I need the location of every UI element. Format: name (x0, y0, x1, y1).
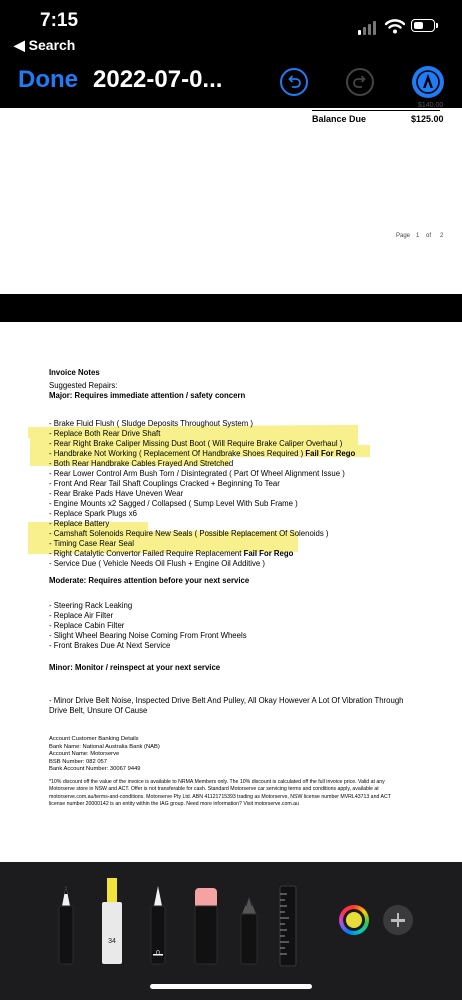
back-to-search-link[interactable]: ◀ Search (14, 37, 76, 53)
bank-line: Account Name: Motorserve (49, 751, 120, 757)
fail-for-rego-label: Fail For Rego (243, 549, 294, 558)
bank-line: Account Customer Banking Details (49, 736, 139, 742)
repair-item: - Rear Brake Pads Have Uneven Wear (49, 489, 184, 498)
previous-amount: $140.00 (418, 102, 444, 109)
balance-divider (312, 110, 440, 111)
document-page-1 (0, 102, 462, 294)
repair-item (49, 549, 293, 559)
bank-line: Bank Account Number: 30067 9449 (49, 766, 141, 772)
repair-item: - Front And Rear Tail Shaft Couplings Cracked + Beginning To Tear (49, 479, 280, 488)
repair-item-text: - Right Catalytic Convertor Failed Require Replacement (49, 549, 242, 558)
repair-item: - Replace Both Rear Drive Shaft (49, 429, 161, 438)
markup-toolbar (0, 862, 462, 1000)
marker-tool-icon[interactable] (100, 874, 124, 964)
repair-item: - Timing Case Rear Seal (49, 539, 134, 548)
repair-item: - Slight Wheel Bearing Noise Coming From Front Wheels (49, 631, 247, 640)
ruler-tool-icon[interactable] (278, 886, 298, 966)
minor-heading: Minor: Monitor / reinspect at your next service (49, 663, 221, 672)
repair-item: - Front Brakes Due At Next Service (49, 641, 171, 650)
footer-line: *10% discount off the value of the invoice is available to NRMA Members only. The 10% discount is calculated off the full invoice price. Valid at any (49, 779, 385, 785)
document-title: 2022-07-0... (93, 66, 223, 93)
color-picker-icon[interactable] (339, 905, 369, 935)
pen-tool-icon[interactable] (56, 884, 76, 964)
repair-item: - Replace Cabin Filter (49, 621, 125, 630)
markup-button[interactable] (412, 66, 444, 98)
cellular-signal-icon (358, 21, 376, 35)
footer-line: motorserve.com.au/terms-and-conditions. Motorserve Pty Ltd. ABN 41121715393 trading as Motorserve, NSW license number MVRL43713 and ACT (49, 793, 391, 800)
footer-line: license number 20000142 is an entity within the IAG group. Need more information? Visit motorserve.com.au (49, 800, 299, 807)
repair-item: - Rear Lower Control Arm Bush Torn / Disintegrated ( Part Of Wheel Alignment Issue ) (49, 469, 345, 478)
eraser-tool-icon[interactable] (193, 884, 219, 964)
repair-item: - Minor Drive Belt Noise, Inspected Drive Belt And Pulley, All Okay However A Lot Of Vibration Through (49, 696, 404, 705)
wifi-icon (385, 17, 405, 35)
repair-item (49, 449, 355, 459)
repair-item: - Service Due ( Vehicle Needs Oil Flush + Engine Oil Additive ) (49, 559, 266, 568)
color-picker-ring (343, 909, 365, 931)
fail-for-rego-label: Fail For Rego (305, 449, 356, 458)
footer-line: Motorserve store in NSW and ACT. Offer is not transferable for cash. Standard Motorserve car servicing terms and conditions apply, available at (49, 786, 379, 793)
repair-item-text: - Handbrake Not Working ( Replacement Of Handbrake Shoes Required ) (49, 449, 304, 458)
pencil-opacity-label: 0 (156, 950, 160, 957)
home-indicator (150, 984, 312, 989)
major-heading: Major: Requires immediate attention / safety concern (49, 391, 246, 400)
battery-icon (411, 19, 435, 32)
redo-button[interactable] (346, 68, 374, 96)
page-word: Page (396, 233, 411, 239)
status-time: 7:15 (40, 10, 79, 31)
pen-tip-icon (412, 66, 444, 98)
balance-due-value: $125.00 (411, 114, 444, 124)
page-current: 1 (416, 233, 420, 239)
status-bar (0, 0, 462, 58)
undo-icon (282, 70, 306, 94)
bank-line: BSB Number: 082 057 (49, 758, 108, 765)
redo-icon (348, 70, 372, 94)
repair-item: - Replace Battery (49, 519, 110, 528)
moderate-heading: Moderate: Requires attention before your next service (49, 576, 250, 585)
bank-line: Bank Name: National Australia Bank (NAB) (49, 743, 160, 750)
repair-item: - Brake Fluid Flush ( Sludge Deposits Throughout System ) (49, 419, 253, 428)
page-of: of (426, 233, 432, 239)
repair-item: - Steering Rack Leaking (49, 601, 133, 610)
document-page-2 (0, 322, 462, 862)
repair-item: - Both Rear Handbrake Cables Frayed And Stretched (49, 459, 234, 468)
balance-due-label: Balance Due (312, 114, 367, 124)
repair-item: - Replace Air Filter (49, 611, 114, 620)
undo-button[interactable] (280, 68, 308, 96)
marker-size-label: 34 (108, 938, 116, 945)
invoice-notes-heading: Invoice Notes (49, 368, 100, 377)
done-button[interactable]: Done (18, 66, 78, 93)
add-annotation-button[interactable] (383, 905, 413, 935)
markup-navbar (0, 58, 462, 108)
repair-item: - Engine Mounts x2 Sagged / Collapsed ( Sump Level With Sub Frame ) (49, 499, 298, 508)
repair-item: - Rear Right Brake Caliper Missing Dust Boot ( Will Require Brake Caliper Overhaul ) (49, 439, 343, 448)
selected-color-swatch (346, 912, 362, 928)
lasso-tool-icon[interactable] (238, 894, 260, 964)
page-total: 2 (440, 233, 444, 239)
repair-item: - Camshaft Solenoids Require New Seals ( Possible Replacement Of Solenoids ) (49, 529, 329, 538)
repair-item: - Replace Spark Plugs x6 (49, 509, 137, 518)
repair-item: Drive Belt, Unsure Of Cause (49, 706, 148, 715)
suggested-repairs-label: Suggested Repairs: (49, 381, 118, 390)
